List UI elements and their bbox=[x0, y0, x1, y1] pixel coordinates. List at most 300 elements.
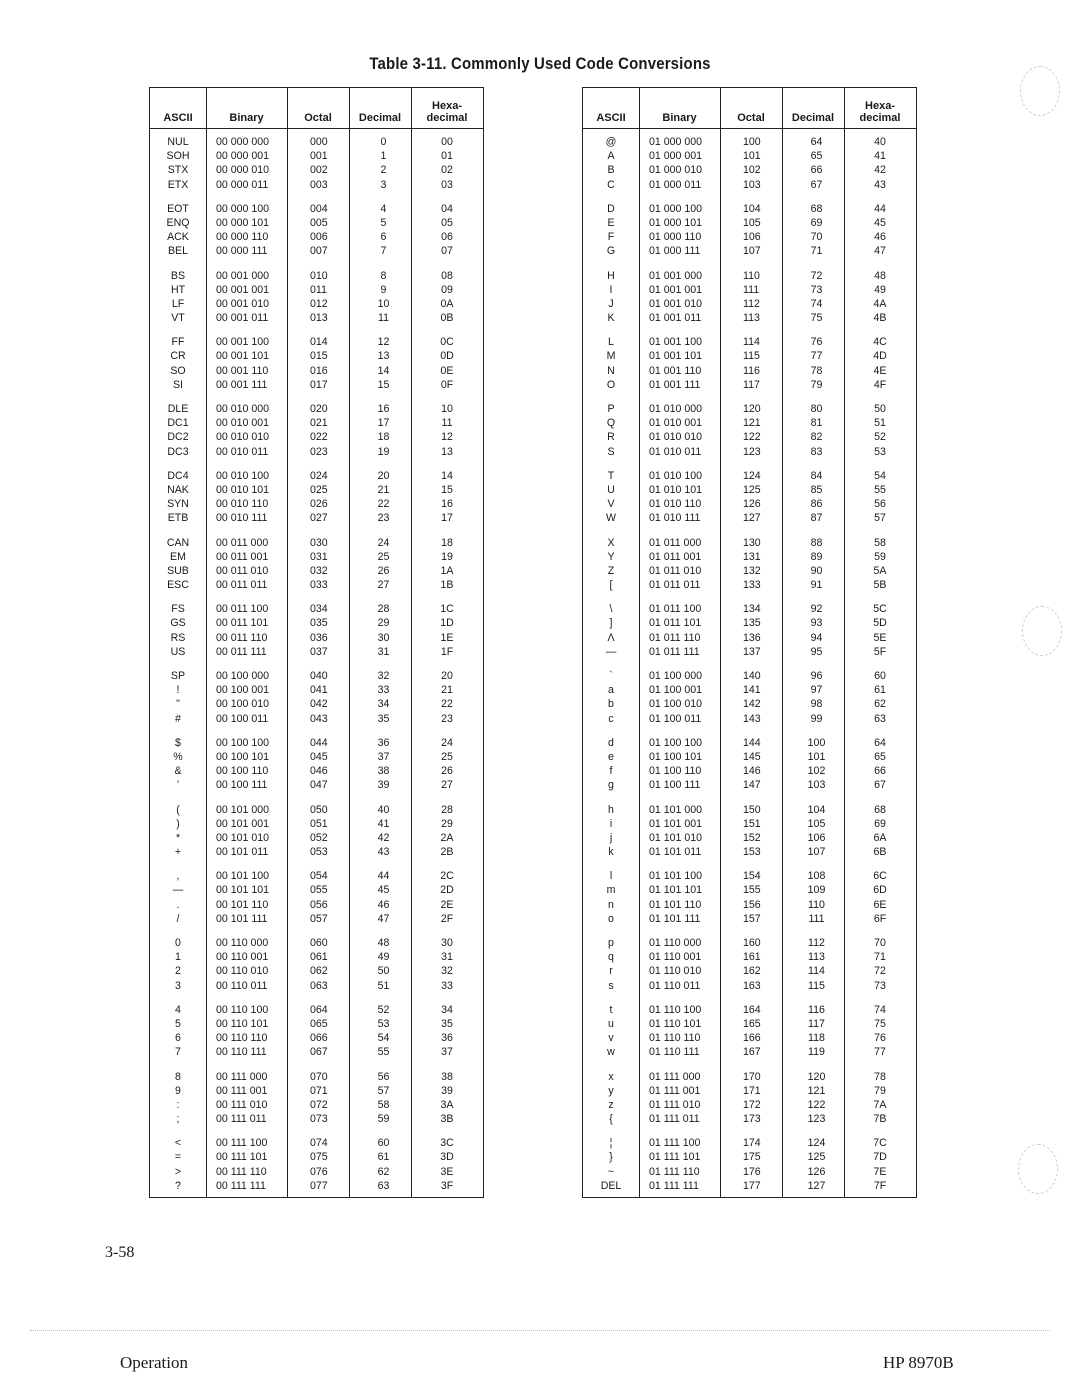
cell-decimal: 104 bbox=[807, 803, 826, 816]
row-group bbox=[583, 997, 916, 1064]
cell-hexadecimal: 20 bbox=[441, 670, 453, 682]
table-row bbox=[583, 1179, 916, 1193]
cell-octal: 027 bbox=[310, 512, 328, 525]
cell-octal: 115 bbox=[743, 350, 760, 363]
cell-decimal: 5 bbox=[380, 216, 387, 229]
cell-hexadecimal: 14 bbox=[441, 469, 453, 482]
cell-binary: 01 010 100 bbox=[649, 469, 703, 482]
cell-ascii: [ bbox=[609, 579, 613, 592]
row-group bbox=[583, 596, 916, 663]
cell-decimal: 124 bbox=[807, 1137, 826, 1150]
cell-decimal: 75 bbox=[810, 312, 823, 325]
cell-binary: 00 001 001 bbox=[216, 283, 270, 296]
cell-binary: 00 000 101 bbox=[216, 216, 270, 229]
cell-decimal: 9 bbox=[380, 283, 387, 296]
cell-decimal: 21 bbox=[377, 483, 390, 496]
cell-octal: 106 bbox=[743, 231, 761, 244]
cell-hexadecimal: 31 bbox=[441, 951, 453, 964]
table-row bbox=[583, 669, 916, 683]
cell-hexadecimal: 05 bbox=[441, 216, 453, 229]
cell-ascii: U bbox=[607, 483, 615, 496]
row-group bbox=[150, 1130, 483, 1197]
cell-hexadecimal: 5B bbox=[873, 579, 887, 592]
cell-octal: 032 bbox=[310, 564, 328, 577]
row-group bbox=[583, 1130, 916, 1197]
cell-ascii: . bbox=[176, 898, 180, 911]
cell-hexadecimal: 4A bbox=[873, 297, 887, 310]
cell-decimal: 35 bbox=[377, 712, 390, 725]
cell-binary: 00 111 110 bbox=[216, 1165, 267, 1178]
cell-decimal: 64 bbox=[810, 136, 823, 148]
table-row bbox=[583, 1150, 916, 1164]
cell-octal: 062 bbox=[310, 965, 328, 978]
cell-binary: 00 101 110 bbox=[216, 898, 269, 911]
cell-binary: 00 000 001 bbox=[216, 150, 270, 163]
table-row bbox=[150, 349, 483, 363]
table-row bbox=[150, 616, 483, 630]
cell-decimal: 17 bbox=[377, 417, 390, 430]
table-row bbox=[583, 536, 916, 550]
table-row bbox=[583, 1084, 916, 1098]
cell-ascii: b bbox=[608, 698, 614, 711]
cell-octal: 033 bbox=[310, 579, 328, 592]
table-row bbox=[583, 445, 916, 459]
cell-octal: 100 bbox=[743, 136, 761, 148]
cell-hexadecimal: 0B bbox=[440, 312, 454, 325]
table-row bbox=[150, 964, 483, 978]
table-row bbox=[583, 1031, 916, 1045]
cell-decimal: 95 bbox=[810, 645, 823, 658]
cell-binary: 00 101 100 bbox=[216, 870, 270, 883]
table-row bbox=[150, 202, 483, 216]
cell-ascii: = bbox=[174, 1151, 182, 1164]
cell-hexadecimal: 0F bbox=[440, 378, 454, 391]
cell-octal: 066 bbox=[310, 1032, 328, 1045]
cell-binary: 01 110 101 bbox=[649, 1017, 702, 1030]
table-row bbox=[583, 1045, 916, 1059]
cell-decimal: 71 bbox=[810, 245, 823, 258]
cell-decimal: 74 bbox=[810, 297, 823, 310]
cell-octal: 142 bbox=[743, 698, 761, 711]
cell-hexadecimal: 67 bbox=[874, 779, 886, 792]
cell-hexadecimal: 19 bbox=[441, 550, 453, 563]
cell-decimal: 26 bbox=[377, 564, 390, 577]
cell-binary: 01 101 100 bbox=[649, 870, 703, 883]
cell-decimal: 93 bbox=[810, 617, 823, 630]
table-row bbox=[583, 283, 916, 297]
cell-hexadecimal: 2F bbox=[440, 912, 454, 925]
cell-decimal: 86 bbox=[810, 498, 823, 511]
cell-decimal: 28 bbox=[377, 603, 390, 616]
cell-hexadecimal: 5F bbox=[873, 645, 887, 658]
cell-binary: 00 111 101 bbox=[216, 1151, 268, 1164]
cell-binary: 01 011 000 bbox=[649, 536, 702, 549]
cell-ascii: } bbox=[609, 1151, 613, 1164]
cell-decimal: 83 bbox=[810, 445, 823, 458]
table-title: Table 3-11. Commonly Used Code Conversions bbox=[369, 54, 711, 73]
cell-hexadecimal: 53 bbox=[874, 445, 886, 458]
cell-binary: 01 000 001 bbox=[649, 150, 703, 163]
cell-binary: 01 100 101 bbox=[649, 750, 703, 763]
cell-octal: 152 bbox=[743, 831, 761, 844]
row-group bbox=[583, 1064, 916, 1131]
cell-decimal: 70 bbox=[810, 231, 823, 244]
cell-hexadecimal: 63 bbox=[874, 712, 886, 725]
cell-decimal: 51 bbox=[377, 979, 390, 992]
table-body bbox=[150, 129, 483, 1197]
cell-hexadecimal: 41 bbox=[874, 150, 886, 163]
cell-ascii: l bbox=[609, 870, 613, 883]
table-row bbox=[583, 335, 916, 349]
cell-hexadecimal: 75 bbox=[874, 1017, 886, 1030]
table-row bbox=[583, 511, 916, 525]
table-row bbox=[150, 1098, 483, 1112]
cell-octal: 022 bbox=[310, 431, 328, 444]
cell-binary: 00 010 110 bbox=[216, 498, 269, 511]
cell-hexadecimal: 73 bbox=[874, 979, 886, 992]
row-group bbox=[150, 997, 483, 1064]
cell-ascii: LF bbox=[171, 297, 185, 310]
cell-ascii: — bbox=[172, 884, 184, 897]
cell-hexadecimal: 33 bbox=[441, 979, 453, 992]
cell-decimal: 125 bbox=[807, 1151, 826, 1164]
table-row bbox=[583, 244, 916, 258]
table-row bbox=[583, 297, 916, 311]
cell-octal: 153 bbox=[743, 846, 761, 859]
cell-binary: 01 100 010 bbox=[649, 698, 703, 711]
cell-decimal: 41 bbox=[377, 817, 390, 830]
cell-ascii: Λ bbox=[607, 631, 615, 644]
cell-octal: 061 bbox=[310, 951, 328, 964]
table-row bbox=[583, 979, 916, 993]
cell-binary: 01 011 110 bbox=[649, 631, 701, 644]
cell-octal: 044 bbox=[310, 736, 328, 749]
cell-hexadecimal: 0A bbox=[440, 297, 454, 310]
cell-ascii: ESC bbox=[167, 579, 189, 592]
cell-octal: 002 bbox=[310, 164, 328, 177]
cell-ascii: O bbox=[606, 378, 616, 391]
cell-octal: 122 bbox=[743, 431, 761, 444]
cell-ascii: CAN bbox=[166, 536, 190, 549]
cell-decimal: 34 bbox=[377, 698, 390, 711]
cell-hexadecimal: 68 bbox=[874, 803, 886, 816]
cell-hexadecimal: 3B bbox=[440, 1113, 454, 1126]
cell-hexadecimal: 57 bbox=[874, 512, 886, 525]
cell-octal: 001 bbox=[310, 150, 328, 163]
cell-binary: 01 111 011 bbox=[649, 1113, 700, 1126]
cell-binary: 00 111 000 bbox=[216, 1070, 268, 1083]
table-row bbox=[583, 564, 916, 578]
table-row bbox=[150, 898, 483, 912]
table-row bbox=[150, 697, 483, 711]
cell-binary: 01 001 110 bbox=[649, 364, 702, 377]
cell-decimal: 53 bbox=[377, 1017, 390, 1030]
cell-ascii: D bbox=[607, 202, 615, 215]
table-row bbox=[583, 230, 916, 244]
cell-binary: 00 110 011 bbox=[216, 979, 268, 992]
cell-binary: 01 001 010 bbox=[649, 297, 703, 310]
cell-binary: 00 111 011 bbox=[216, 1113, 267, 1126]
cell-ascii: P bbox=[607, 403, 615, 415]
cell-ascii: I bbox=[609, 283, 613, 296]
cell-decimal: 38 bbox=[377, 765, 390, 778]
table-row bbox=[583, 311, 916, 325]
cell-decimal: 13 bbox=[377, 350, 390, 363]
cell-binary: 00 011 100 bbox=[216, 603, 269, 616]
cell-binary: 01 110 100 bbox=[649, 1003, 702, 1016]
cell-decimal: 59 bbox=[377, 1113, 390, 1126]
header-decimal: Decimal bbox=[358, 112, 402, 124]
table-row bbox=[150, 1017, 483, 1031]
cell-hexadecimal: 7B bbox=[873, 1113, 887, 1126]
cell-binary: 01 100 100 bbox=[649, 736, 703, 749]
cell-octal: 137 bbox=[743, 645, 761, 658]
cell-decimal: 61 bbox=[377, 1151, 390, 1164]
cell-octal: 035 bbox=[310, 617, 328, 630]
cell-binary: 01 011 011 bbox=[649, 579, 701, 592]
cell-octal: 155 bbox=[743, 884, 761, 897]
cell-ascii: EM bbox=[170, 550, 186, 563]
cell-hexadecimal: 22 bbox=[441, 698, 453, 711]
cell-octal: 113 bbox=[743, 312, 760, 325]
cell-octal: 043 bbox=[310, 712, 328, 725]
cell-binary: 01 100 110 bbox=[649, 765, 702, 778]
cell-octal: 025 bbox=[310, 483, 328, 496]
cell-ascii: ` bbox=[609, 670, 613, 682]
cell-hexadecimal: 6F bbox=[873, 912, 887, 925]
cell-binary: 00 101 011 bbox=[216, 846, 269, 859]
cell-ascii: J bbox=[608, 297, 614, 310]
table-row bbox=[583, 1098, 916, 1112]
cell-octal: 013 bbox=[310, 312, 328, 325]
cell-decimal: 1 bbox=[380, 150, 387, 163]
cell-decimal: 0 bbox=[380, 136, 387, 148]
cell-binary: 01 010 001 bbox=[649, 417, 703, 430]
cell-ascii: / bbox=[176, 912, 180, 925]
cell-decimal: 92 bbox=[810, 603, 823, 616]
cell-decimal: 103 bbox=[807, 779, 826, 792]
cell-decimal: 39 bbox=[377, 779, 390, 792]
cell-binary: 01 110 111 bbox=[649, 1046, 700, 1059]
table-row bbox=[150, 378, 483, 392]
row-group bbox=[150, 463, 483, 530]
cell-decimal: 106 bbox=[807, 831, 826, 844]
cell-binary: 01 100 001 bbox=[649, 684, 703, 697]
cell-hexadecimal: 11 bbox=[441, 417, 453, 430]
table-row bbox=[583, 202, 916, 216]
cell-binary: 01 111 100 bbox=[649, 1137, 701, 1150]
cell-ascii: Y bbox=[607, 550, 615, 563]
cell-octal: 023 bbox=[310, 445, 328, 458]
cell-decimal: 127 bbox=[807, 1179, 826, 1192]
cell-decimal: 72 bbox=[810, 269, 823, 282]
cell-ascii: ~ bbox=[607, 1165, 615, 1178]
cell-octal: 064 bbox=[310, 1003, 328, 1016]
table-row bbox=[150, 669, 483, 683]
cell-binary: 01 101 011 bbox=[649, 846, 702, 859]
table-row bbox=[150, 979, 483, 993]
cell-decimal: 62 bbox=[377, 1165, 390, 1178]
cell-octal: 163 bbox=[743, 979, 761, 992]
cell-hexadecimal: 12 bbox=[441, 431, 453, 444]
cell-hexadecimal: 38 bbox=[441, 1070, 453, 1083]
cell-decimal: 100 bbox=[807, 736, 826, 749]
cell-decimal: 87 bbox=[810, 512, 823, 525]
cell-decimal: 91 bbox=[810, 579, 823, 592]
cell-hexadecimal: 0E bbox=[440, 364, 454, 377]
row-group bbox=[583, 730, 916, 797]
cell-binary: 00 100 101 bbox=[216, 750, 270, 763]
cell-decimal: 67 bbox=[810, 178, 823, 191]
cell-octal: 112 bbox=[743, 297, 760, 310]
cell-binary: 00 011 110 bbox=[216, 631, 268, 644]
cell-decimal: 15 bbox=[377, 378, 390, 391]
row-group bbox=[150, 263, 483, 330]
cell-ascii: VT bbox=[171, 312, 185, 325]
cell-hexadecimal: 4F bbox=[873, 378, 887, 391]
cell-ascii: c bbox=[608, 712, 614, 725]
table-row bbox=[583, 216, 916, 230]
cell-decimal: 117 bbox=[808, 1017, 825, 1030]
cell-binary: 01 011 101 bbox=[649, 617, 702, 630]
cell-hexadecimal: 25 bbox=[441, 750, 453, 763]
cell-binary: 01 101 000 bbox=[649, 803, 703, 816]
row-group bbox=[150, 530, 483, 597]
cell-octal: 116 bbox=[743, 364, 760, 377]
cell-decimal: 6 bbox=[380, 231, 387, 244]
cell-ascii: T bbox=[607, 469, 615, 482]
cell-decimal: 102 bbox=[807, 765, 826, 778]
cell-hexadecimal: 07 bbox=[441, 245, 453, 258]
cell-decimal: 69 bbox=[810, 216, 823, 229]
cell-ascii: DC2 bbox=[167, 431, 189, 444]
cell-octal: 021 bbox=[310, 417, 328, 430]
cell-octal: 077 bbox=[310, 1179, 328, 1192]
cell-binary: 00 110 110 bbox=[216, 1032, 268, 1045]
cell-hexadecimal: 5E bbox=[873, 631, 887, 644]
cell-ascii: DC1 bbox=[167, 417, 189, 430]
cell-hexadecimal: 3A bbox=[440, 1098, 454, 1111]
binder-hole-icon bbox=[1020, 66, 1060, 116]
table-row bbox=[150, 163, 483, 177]
cell-ascii: j bbox=[609, 831, 613, 844]
cell-octal: 005 bbox=[310, 216, 328, 229]
cell-octal: 014 bbox=[310, 336, 328, 349]
table-row bbox=[583, 1165, 916, 1179]
row-group bbox=[583, 129, 916, 196]
row-group bbox=[150, 730, 483, 797]
cell-ascii: BS bbox=[170, 269, 186, 282]
cell-binary: 00 101 001 bbox=[216, 817, 270, 830]
cell-decimal: 22 bbox=[377, 498, 390, 511]
table-row bbox=[150, 578, 483, 592]
cell-hexadecimal: 00 bbox=[441, 136, 453, 148]
table-row bbox=[583, 736, 916, 750]
cell-hexadecimal: 29 bbox=[441, 817, 453, 830]
cell-ascii: W bbox=[606, 512, 616, 525]
cell-binary: 00 101 000 bbox=[216, 803, 270, 816]
cell-octal: 130 bbox=[743, 536, 761, 549]
cell-octal: 105 bbox=[743, 216, 761, 229]
table-row bbox=[583, 269, 916, 283]
table-row bbox=[150, 1031, 483, 1045]
table-row bbox=[583, 964, 916, 978]
cell-ascii: Z bbox=[607, 564, 615, 577]
cell-binary: 01 000 111 bbox=[649, 245, 701, 258]
cell-ascii: L bbox=[608, 336, 614, 349]
cell-octal: 107 bbox=[743, 245, 761, 258]
cell-hexadecimal: 21 bbox=[441, 684, 453, 697]
cell-decimal: 32 bbox=[377, 670, 390, 682]
cell-ascii: X bbox=[607, 536, 615, 549]
cell-octal: 060 bbox=[310, 937, 328, 949]
cell-octal: 156 bbox=[743, 898, 761, 911]
table-row bbox=[150, 445, 483, 459]
cell-hexadecimal: 60 bbox=[874, 670, 886, 682]
cell-decimal: 43 bbox=[377, 846, 390, 859]
cell-ascii: * bbox=[175, 831, 181, 844]
cell-hexadecimal: 10 bbox=[441, 403, 453, 415]
cell-decimal: 40 bbox=[377, 803, 390, 816]
cell-ascii: z bbox=[608, 1098, 614, 1111]
table-row bbox=[583, 364, 916, 378]
header-ascii: ASCII bbox=[596, 112, 626, 124]
cell-octal: 165 bbox=[743, 1017, 761, 1030]
table-row bbox=[150, 869, 483, 883]
cell-ascii: S bbox=[607, 445, 615, 458]
cell-binary: 01 110 011 bbox=[649, 979, 701, 992]
cell-ascii: SI bbox=[172, 378, 183, 391]
cell-binary: 01 101 001 bbox=[649, 817, 703, 830]
cell-decimal: 3 bbox=[380, 178, 387, 191]
table-row bbox=[150, 950, 483, 964]
cell-hexadecimal: 1D bbox=[440, 617, 454, 630]
cell-octal: 052 bbox=[310, 831, 328, 844]
table-row bbox=[150, 536, 483, 550]
cell-decimal: 115 bbox=[808, 979, 825, 992]
cell-octal: 173 bbox=[743, 1113, 761, 1126]
cell-hexadecimal: 5A bbox=[873, 564, 887, 577]
cell-octal: 132 bbox=[743, 564, 761, 577]
cell-decimal: 82 bbox=[810, 431, 823, 444]
cell-ascii: 9 bbox=[175, 1084, 181, 1097]
table-row bbox=[150, 511, 483, 525]
cell-hexadecimal: 64 bbox=[874, 736, 886, 749]
table-row bbox=[150, 1179, 483, 1193]
table-row bbox=[150, 497, 483, 511]
cell-binary: 00 000 110 bbox=[216, 231, 269, 244]
table-row bbox=[150, 736, 483, 750]
cell-decimal: 54 bbox=[377, 1032, 390, 1045]
cell-ascii: g bbox=[608, 779, 614, 792]
cell-ascii: ] bbox=[609, 617, 613, 630]
table-row bbox=[583, 602, 916, 616]
cell-hexadecimal: 40 bbox=[874, 136, 886, 148]
row-group bbox=[150, 596, 483, 663]
cell-hexadecimal: 6D bbox=[873, 884, 887, 897]
cell-binary: 01 010 101 bbox=[649, 483, 703, 496]
cell-hexadecimal: 4E bbox=[873, 364, 887, 377]
cell-octal: 140 bbox=[743, 670, 761, 682]
table-row bbox=[150, 269, 483, 283]
table-row bbox=[150, 1136, 483, 1150]
table-row bbox=[583, 1070, 916, 1084]
table-row bbox=[150, 936, 483, 950]
cell-hexadecimal: 55 bbox=[874, 483, 886, 496]
cell-octal: 141 bbox=[743, 684, 761, 697]
cell-octal: 172 bbox=[743, 1098, 761, 1111]
table-row bbox=[583, 483, 916, 497]
